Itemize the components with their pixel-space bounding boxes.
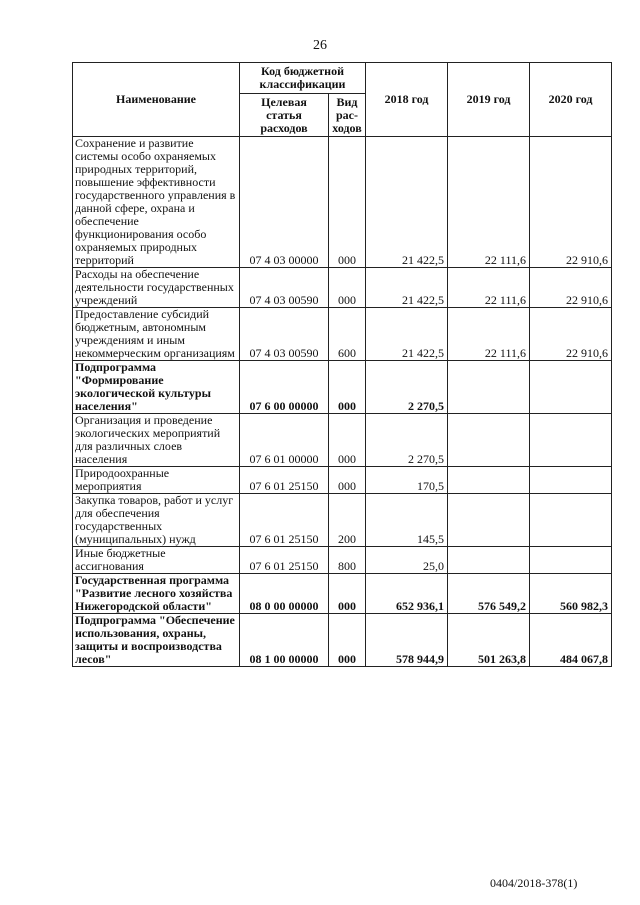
budget-table [72,62,612,667]
row-name: Сохранение и развитие системы особо охраняемых природных территорий, повышение эффективности государственного управления в данной сфере, охрана и обеспечение функционирования особо охраняемых природных территорий [73,137,240,268]
table-row [73,574,612,614]
row-value-2018: 578 944,9 [366,614,448,667]
row-expense-type: 800 [329,547,366,574]
row-name: Природоохранные мероприятия [73,467,240,494]
row-name: Государственная программа "Развитие лесного хозяйства Нижегородской области" [73,574,240,614]
row-value-2020: 560 982,3 [530,574,612,614]
row-expense-type: 600 [329,308,366,361]
page-number: 26 [313,38,327,53]
row-target-article: 07 6 01 25150 [240,467,329,494]
row-value-2019 [448,494,530,547]
row-expense-type: 000 [329,361,366,414]
row-value-2019: 501 263,8 [448,614,530,667]
row-expense-type: 000 [329,137,366,268]
row-expense-type: 000 [329,574,366,614]
row-value-2020: 22 910,6 [530,308,612,361]
row-value-2019 [448,361,530,414]
table-row [73,308,612,361]
table-row [73,547,612,574]
row-value-2019: 576 549,2 [448,574,530,614]
table-row [73,467,612,494]
row-value-2018: 21 422,5 [366,308,448,361]
row-value-2020: 22 910,6 [530,137,612,268]
row-value-2020 [530,361,612,414]
row-value-2019 [448,547,530,574]
row-target-article: 07 6 00 00000 [240,361,329,414]
row-name: Подпрограмма "Обеспечение использования, охраны, защиты и воспроизводства лесов" [73,614,240,667]
row-target-article: 07 4 03 00000 [240,137,329,268]
table-row [73,494,612,547]
table-row [73,137,612,268]
row-value-2019 [448,467,530,494]
row-value-2018: 2 270,5 [366,414,448,467]
header-name: Наименование [73,63,240,137]
row-value-2018: 2 270,5 [366,361,448,414]
row-value-2019: 22 111,6 [448,137,530,268]
row-expense-type: 200 [329,494,366,547]
row-name: Подпрограмма "Формирование экологической культуры населения" [73,361,240,414]
row-value-2020 [530,494,612,547]
row-expense-type: 000 [329,414,366,467]
row-target-article: 07 4 03 00590 [240,308,329,361]
document-code: 0404/2018-378(1) [490,876,578,890]
row-name: Организация и проведение экологических мероприятий для различных слоев населения [73,414,240,467]
row-expense-type: 000 [329,467,366,494]
row-target-article: 08 0 00 00000 [240,574,329,614]
row-value-2020: 22 910,6 [530,268,612,308]
row-value-2020: 484 067,8 [530,614,612,667]
table-row [73,414,612,467]
table-row [73,268,612,308]
row-target-article: 07 4 03 00590 [240,268,329,308]
row-value-2019: 22 111,6 [448,308,530,361]
row-name: Иные бюджетные ассигнования [73,547,240,574]
row-value-2020 [530,467,612,494]
row-target-article: 07 6 01 25150 [240,547,329,574]
row-value-2018: 21 422,5 [366,268,448,308]
row-value-2018: 170,5 [366,467,448,494]
header-budget-code: Код бюджетной классификации [240,63,366,94]
header-2019: 2019 год [448,63,530,137]
row-expense-type: 000 [329,614,366,667]
row-value-2018: 21 422,5 [366,137,448,268]
row-target-article: 07 6 01 00000 [240,414,329,467]
row-name: Предоставление субсидий бюджетным, автономным учреждениям и иным некоммерческим организациям [73,308,240,361]
row-value-2019 [448,414,530,467]
row-value-2020 [530,414,612,467]
row-name: Расходы на обеспечение деятельности государственных учреждений [73,268,240,308]
row-value-2018: 145,5 [366,494,448,547]
row-expense-type: 000 [329,268,366,308]
row-target-article: 08 1 00 00000 [240,614,329,667]
row-target-article: 07 6 01 25150 [240,494,329,547]
row-value-2020 [530,547,612,574]
row-value-2018: 25,0 [366,547,448,574]
table-row [73,361,612,414]
row-name: Закупка товаров, работ и услуг для обеспечения государственных (муниципальных) нужд [73,494,240,547]
row-value-2019: 22 111,6 [448,268,530,308]
header-2020: 2020 год [530,63,612,137]
header-expense-type: Вид рас-ходов [329,94,366,137]
header-target-article: Целевая статья расходов [240,94,329,137]
row-value-2018: 652 936,1 [366,574,448,614]
header-2018: 2018 год [366,63,448,137]
table-row [73,614,612,667]
